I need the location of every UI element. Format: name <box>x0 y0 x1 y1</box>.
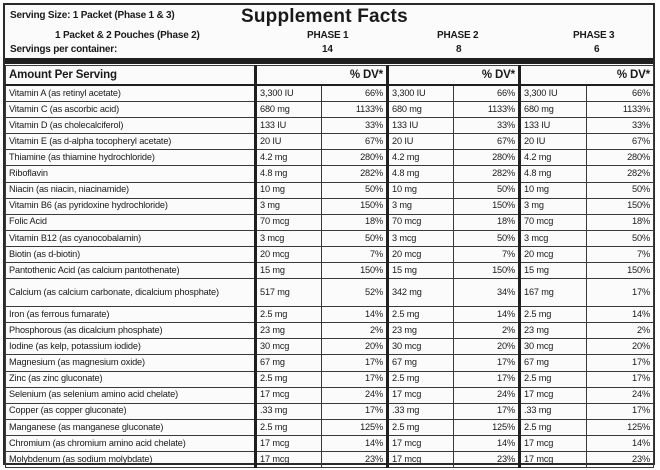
table-row <box>6 85 654 102</box>
phase-2-daily-value: 34% <box>454 279 520 307</box>
phase-3-daily-value: 7% <box>587 246 654 262</box>
phase-2-daily-value: 14% <box>454 307 520 323</box>
phase-1-amount: 10 mg <box>256 182 322 198</box>
page-title: Supplement Facts <box>241 6 408 27</box>
phase-3-amount: 15 mg <box>520 263 587 279</box>
phase-3-daily-value: 67% <box>587 134 654 150</box>
servings-per-container-label: Servings per container: <box>10 44 118 55</box>
phase-3-daily-value: 280% <box>587 150 654 166</box>
phase-3-amount: 3 mg <box>520 198 587 214</box>
phase-2-daily-value: 24% <box>454 387 520 403</box>
phase-2-daily-value: 2% <box>454 323 520 339</box>
phase-1-label: PHASE 1 <box>307 30 349 41</box>
phase-2-daily-value: 280% <box>454 150 520 166</box>
phase-2-amount: 30 mcg <box>388 339 454 355</box>
table-row <box>6 182 654 198</box>
nutrient-name: Phosphorous (as dicalcium phosphate) <box>6 323 256 339</box>
phase-2-daily-value: 125% <box>454 419 520 435</box>
phase-1-amount: 133 IU <box>256 118 322 134</box>
nutrient-name: Calcium (as calcium carbonate, dicalcium phosphate) <box>6 279 256 307</box>
nutrient-name: Vitamin E (as d-alpha tocopheryl acetate) <box>6 134 256 150</box>
phase-1-amount-header <box>256 66 322 86</box>
phase-1-daily-value: 20% <box>322 339 388 355</box>
phase-3-daily-value: 14% <box>587 307 654 323</box>
phase-2-daily-value: 150% <box>454 263 520 279</box>
table-row <box>6 403 654 419</box>
phase-2-dv-header: % DV* <box>454 66 520 86</box>
phase-1-daily-value: 23% <box>322 451 388 467</box>
phase-1-amount: 3,300 IU <box>256 85 322 102</box>
phase-2-amount: 3 mcg <box>388 230 454 246</box>
phase-3-daily-value: 14% <box>587 435 654 451</box>
table-row <box>6 419 654 435</box>
table-row <box>6 279 654 307</box>
phase-1-amount: 2.5 mg <box>256 419 322 435</box>
amount-per-serving-header: Amount Per Serving <box>6 66 256 86</box>
phase-1-daily-value: 66% <box>322 85 388 102</box>
phase-2-amount: 4.8 mg <box>388 166 454 182</box>
phase-1-daily-value: 14% <box>322 435 388 451</box>
phase-1-daily-value: 125% <box>322 419 388 435</box>
phase-1-amount: 3 mcg <box>256 230 322 246</box>
phase-1-daily-value: 17% <box>322 403 388 419</box>
phase-3-daily-value: 2% <box>587 323 654 339</box>
phase-2-amount: 3 mg <box>388 198 454 214</box>
nutrient-name: Niacin (as niacin, niacinamide) <box>6 182 256 198</box>
phase-2-daily-value: 17% <box>454 371 520 387</box>
phase-3-amount: 2.5 mg <box>520 371 587 387</box>
phase-3-daily-value: 150% <box>587 198 654 214</box>
phase-3-daily-value: 150% <box>587 263 654 279</box>
nutrient-name: Zinc (as zinc gluconate) <box>6 371 256 387</box>
phase-2-amount: 67 mg <box>388 355 454 371</box>
phase-3-daily-value: 282% <box>587 166 654 182</box>
phase-2-amount: 23 mg <box>388 323 454 339</box>
phase-3-amount: 20 IU <box>520 134 587 150</box>
phase-3-daily-value: 24% <box>587 387 654 403</box>
phase-3-amount: 17 mcg <box>520 435 587 451</box>
table-row <box>6 102 654 118</box>
phase-1-daily-value: 33% <box>322 118 388 134</box>
table-row <box>6 355 654 371</box>
phase-3-daily-value: 125% <box>587 419 654 435</box>
phase-3-amount: 30 mcg <box>520 339 587 355</box>
phase-2-daily-value: 18% <box>454 214 520 230</box>
phase-3-daily-value: 17% <box>587 371 654 387</box>
phase-1-amount: 70 mcg <box>256 214 322 230</box>
phase-3-daily-value: 50% <box>587 230 654 246</box>
phase-1-amount: 2.5 mg <box>256 307 322 323</box>
nutrient-name: Vitamin A (as retinyl acetate) <box>6 85 256 102</box>
nutrient-name: Vitamin B12 (as cyanocobalamin) <box>6 230 256 246</box>
phase-2-daily-value: 67% <box>454 134 520 150</box>
nutrient-name: Molybdenum (as sodium molybdate) <box>6 451 256 467</box>
table-row <box>6 198 654 214</box>
phase-2-daily-value: 50% <box>454 230 520 246</box>
phase-1-daily-value: 150% <box>322 198 388 214</box>
nutrient-name: Pantothenic Acid (as calcium pantothenate) <box>6 263 256 279</box>
phase-3-dv-header: % DV* <box>587 66 654 86</box>
phase-2-amount: 17 mcg <box>388 451 454 467</box>
phase-1-daily-value: 150% <box>322 263 388 279</box>
phase-3-amount: 17 mcg <box>520 387 587 403</box>
phase-2-daily-value: 7% <box>454 246 520 262</box>
phase-2-amount: .33 mg <box>388 403 454 419</box>
phase-1-daily-value: 2% <box>322 323 388 339</box>
phase-1-daily-value: 282% <box>322 166 388 182</box>
phase-2-daily-value: 23% <box>454 451 520 467</box>
phase-3-amount-header <box>520 66 587 86</box>
nutrient-name: Manganese (as manganese gluconate) <box>6 419 256 435</box>
nutrient-name: Selenium (as selenium amino acid chelate) <box>6 387 256 403</box>
phase-3-amount: 3,300 IU <box>520 85 587 102</box>
table-row <box>6 246 654 262</box>
nutrient-name: Magnesium (as magnesium oxide) <box>6 355 256 371</box>
phase-3-amount: .33 mg <box>520 403 587 419</box>
table-row <box>6 371 654 387</box>
phase-2-amount: 4.2 mg <box>388 150 454 166</box>
phase-1-amount: 17 mcg <box>256 435 322 451</box>
header-divider <box>5 58 653 64</box>
phase-3-daily-value: 18% <box>587 214 654 230</box>
table-header-row <box>6 66 654 86</box>
phase-1-daily-value: 18% <box>322 214 388 230</box>
phase-2-daily-value: 20% <box>454 339 520 355</box>
phase-3-amount: 133 IU <box>520 118 587 134</box>
phase-2-amount: 17 mcg <box>388 435 454 451</box>
phase-3-daily-value: 17% <box>587 403 654 419</box>
phase-2-amount: 20 mcg <box>388 246 454 262</box>
phase-2-daily-value: 50% <box>454 182 520 198</box>
phase-3-amount: 2.5 mg <box>520 419 587 435</box>
phase-3-daily-value: 17% <box>587 355 654 371</box>
nutrient-name: Vitamin C (as ascorbic acid) <box>6 102 256 118</box>
phase-1-servings: 14 <box>322 44 333 55</box>
table-row <box>6 323 654 339</box>
nutrient-table <box>5 65 654 468</box>
table-row <box>6 166 654 182</box>
table-row <box>6 118 654 134</box>
phase-3-amount: 70 mcg <box>520 214 587 230</box>
phase-1-daily-value: 67% <box>322 134 388 150</box>
phase-3-label: PHASE 3 <box>573 30 615 41</box>
phase-3-daily-value: 33% <box>587 118 654 134</box>
table-row <box>6 435 654 451</box>
phase-1-amount: 3 mg <box>256 198 322 214</box>
nutrient-name: Chromium (as chromium amino acid chelate) <box>6 435 256 451</box>
phase-3-daily-value: 1133% <box>587 102 654 118</box>
phase-1-amount: 15 mg <box>256 263 322 279</box>
phase-3-servings: 6 <box>594 44 600 55</box>
phase-2-daily-value: 17% <box>454 355 520 371</box>
phase-2-amount: 2.5 mg <box>388 307 454 323</box>
phase-3-daily-value: 17% <box>587 279 654 307</box>
phase-1-amount: 17 mcg <box>256 387 322 403</box>
phase-1-amount: 20 mcg <box>256 246 322 262</box>
table-row <box>6 134 654 150</box>
nutrient-name: Riboflavin <box>6 166 256 182</box>
phase-2-daily-value: 17% <box>454 403 520 419</box>
phase-1-amount: 4.8 mg <box>256 166 322 182</box>
phase-2-amount-header <box>388 66 454 86</box>
nutrient-name: Folic Acid <box>6 214 256 230</box>
phase-2-amount: 20 IU <box>388 134 454 150</box>
phase-1-amount: 30 mcg <box>256 339 322 355</box>
phase-1-daily-value: 17% <box>322 355 388 371</box>
phase-1-amount: 67 mg <box>256 355 322 371</box>
table-row <box>6 339 654 355</box>
phase-3-amount: 67 mg <box>520 355 587 371</box>
phase-3-amount: 167 mg <box>520 279 587 307</box>
table-row <box>6 230 654 246</box>
phase-2-daily-value: 14% <box>454 435 520 451</box>
phase-1-daily-value: 280% <box>322 150 388 166</box>
phase-3-daily-value: 23% <box>587 451 654 467</box>
phase-2-amount: 2.5 mg <box>388 419 454 435</box>
table-row <box>6 150 654 166</box>
phase-1-amount: 517 mg <box>256 279 322 307</box>
nutrient-name: Biotin (as d-biotin) <box>6 246 256 262</box>
phase-2-amount: 3,300 IU <box>388 85 454 102</box>
table-row <box>6 387 654 403</box>
phase-1-amount: 2.5 mg <box>256 371 322 387</box>
phase-1-amount: 680 mg <box>256 102 322 118</box>
phase-3-amount: 4.2 mg <box>520 150 587 166</box>
nutrient-name: Vitamin B6 (as pyridoxine hydrochloride) <box>6 198 256 214</box>
phase-1-daily-value: 14% <box>322 307 388 323</box>
phase-2-daily-value: 33% <box>454 118 520 134</box>
phase-2-label: PHASE 2 <box>437 30 479 41</box>
phase-2-daily-value: 150% <box>454 198 520 214</box>
phase-2-servings: 8 <box>456 44 462 55</box>
phase-2-amount: 17 mcg <box>388 387 454 403</box>
phase-1-amount: .33 mg <box>256 403 322 419</box>
phase-2-daily-value: 1133% <box>454 102 520 118</box>
label-header <box>5 5 653 61</box>
phase-3-daily-value: 50% <box>587 182 654 198</box>
phase-1-daily-value: 7% <box>322 246 388 262</box>
serving-size-line2: 1 Packet & 2 Pouches (Phase 2) <box>55 30 200 41</box>
phase-3-amount: 17 mcg <box>520 451 587 467</box>
nutrient-name: Thiamine (as thiamine hydrochloride) <box>6 150 256 166</box>
nutrient-name: Iodine (as kelp, potassium iodide) <box>6 339 256 355</box>
phase-1-amount: 23 mg <box>256 323 322 339</box>
table-row <box>6 263 654 279</box>
phase-3-amount: 680 mg <box>520 102 587 118</box>
phase-3-amount: 3 mcg <box>520 230 587 246</box>
phase-3-amount: 4.8 mg <box>520 166 587 182</box>
phase-1-daily-value: 50% <box>322 230 388 246</box>
table-row <box>6 214 654 230</box>
phase-2-amount: 15 mg <box>388 263 454 279</box>
phase-2-amount: 70 mcg <box>388 214 454 230</box>
phase-1-dv-header: % DV* <box>322 66 388 86</box>
phase-1-daily-value: 1133% <box>322 102 388 118</box>
table-row <box>6 451 654 467</box>
serving-size-line1: Serving Size: 1 Packet (Phase 1 & 3) <box>10 10 175 21</box>
table-row <box>6 307 654 323</box>
phase-1-daily-value: 24% <box>322 387 388 403</box>
phase-2-daily-value: 66% <box>454 85 520 102</box>
phase-2-amount: 133 IU <box>388 118 454 134</box>
phase-1-daily-value: 50% <box>322 182 388 198</box>
phase-3-amount: 23 mg <box>520 323 587 339</box>
phase-2-amount: 10 mg <box>388 182 454 198</box>
phase-2-amount: 342 mg <box>388 279 454 307</box>
phase-3-daily-value: 20% <box>587 339 654 355</box>
phase-1-amount: 4.2 mg <box>256 150 322 166</box>
nutrient-name: Copper (as copper gluconate) <box>6 403 256 419</box>
phase-3-amount: 2.5 mg <box>520 307 587 323</box>
phase-3-daily-value: 66% <box>587 85 654 102</box>
phase-1-daily-value: 52% <box>322 279 388 307</box>
nutrient-name: Vitamin D (as cholecalciferol) <box>6 118 256 134</box>
phase-1-daily-value: 17% <box>322 371 388 387</box>
phase-3-amount: 20 mcg <box>520 246 587 262</box>
phase-2-amount: 2.5 mg <box>388 371 454 387</box>
supplement-facts-panel <box>3 3 655 465</box>
phase-2-amount: 680 mg <box>388 102 454 118</box>
nutrient-name: Iron (as ferrous fumarate) <box>6 307 256 323</box>
phase-1-amount: 17 mcg <box>256 451 322 467</box>
phase-1-amount: 20 IU <box>256 134 322 150</box>
phase-3-amount: 10 mg <box>520 182 587 198</box>
phase-2-daily-value: 282% <box>454 166 520 182</box>
